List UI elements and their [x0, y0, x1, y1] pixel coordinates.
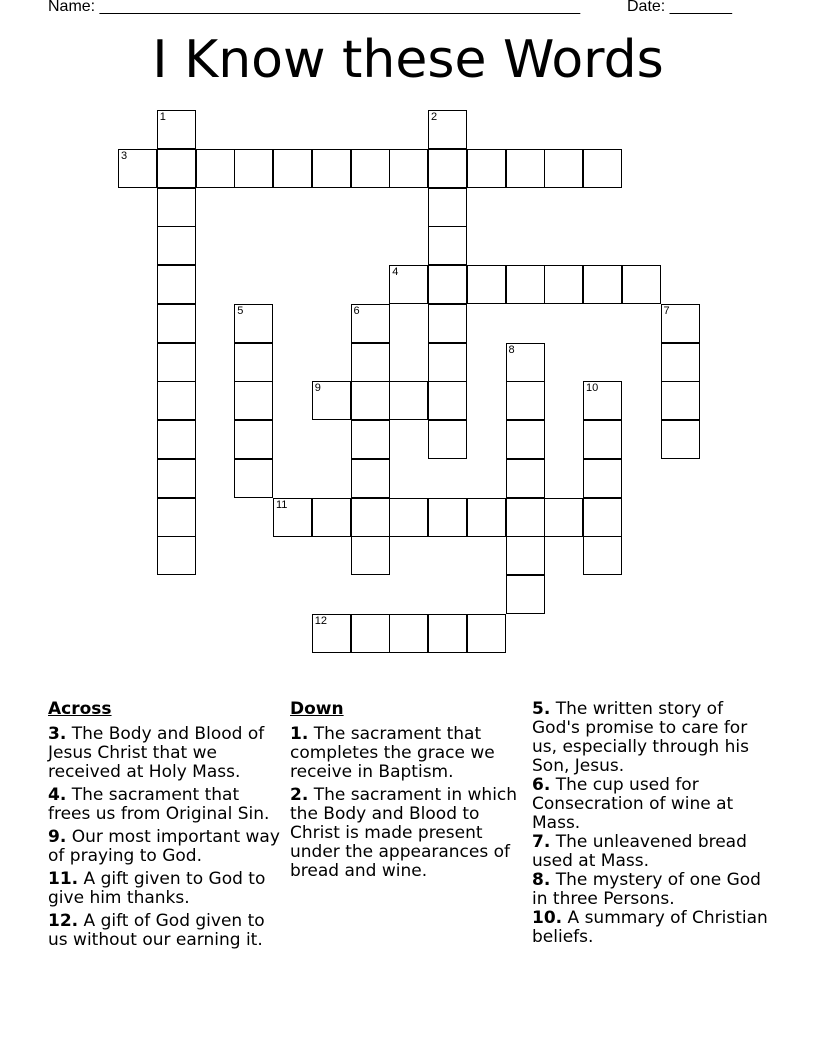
crossword-cell[interactable]	[506, 498, 545, 537]
down-clues-continued	[532, 700, 772, 947]
crossword-cell[interactable]	[389, 149, 428, 188]
down-clues	[290, 700, 522, 885]
crossword-cell[interactable]	[157, 265, 196, 304]
clue-number: 1.	[290, 724, 309, 744]
crossword-cell[interactable]	[661, 343, 700, 382]
clue-text: Our most important way of praying to God.	[48, 827, 280, 866]
crossword-cell[interactable]	[544, 265, 583, 304]
crossword-cell[interactable]	[351, 304, 390, 343]
clue-text: A gift of God given to us without our earning it.	[48, 911, 265, 950]
crossword-cell[interactable]	[428, 304, 467, 343]
crossword-cell[interactable]	[351, 420, 390, 459]
crossword-cell[interactable]	[157, 149, 196, 188]
clue-across-9	[48, 828, 280, 866]
crossword-cell[interactable]	[506, 459, 545, 498]
crossword-cell[interactable]	[428, 110, 467, 149]
crossword-cell[interactable]	[467, 149, 506, 188]
crossword-cell[interactable]	[467, 498, 506, 537]
crossword-cell[interactable]	[273, 498, 312, 537]
clue-text: The Body and Blood of Jesus Christ that we received at Holy Mass.	[48, 724, 265, 782]
crossword-cell[interactable]	[622, 265, 661, 304]
crossword-cell[interactable]	[312, 381, 351, 420]
crossword-cell[interactable]	[273, 149, 312, 188]
across-clues	[48, 700, 280, 954]
clue-down-2	[290, 786, 522, 881]
cell-number: 6	[353, 304, 360, 317]
clue-text: The written story of God's promise to care for us, especially through his Son, Jesus.	[532, 699, 749, 776]
crossword-cell[interactable]	[389, 265, 428, 304]
clue-across-12	[48, 912, 280, 950]
crossword-cell[interactable]	[312, 498, 351, 537]
crossword-cell[interactable]	[157, 459, 196, 498]
down-heading: Down	[290, 699, 344, 719]
cell-number: 2	[431, 111, 438, 123]
cell-number: 10	[586, 382, 599, 395]
clue-down-10	[532, 909, 772, 947]
crossword-cell[interactable]	[157, 343, 196, 382]
crossword-cell[interactable]	[428, 188, 467, 227]
clue-number: 10.	[532, 908, 563, 928]
crossword-cell[interactable]	[583, 149, 622, 188]
crossword-cell[interactable]	[234, 149, 273, 188]
clue-text: A gift given to God to give him thanks.	[48, 869, 266, 908]
crossword-cell[interactable]	[506, 420, 545, 459]
crossword-cell[interactable]	[157, 536, 196, 575]
crossword-cell[interactable]	[157, 110, 196, 149]
crossword-cell[interactable]	[506, 536, 545, 575]
clue-number: 5.	[532, 699, 551, 719]
date-field-label: Date: _______	[627, 0, 732, 15]
crossword-cell[interactable]	[428, 149, 467, 188]
crossword-cell[interactable]	[467, 265, 506, 304]
clue-text: A summary of Christian beliefs.	[532, 908, 768, 947]
crossword-cell[interactable]	[157, 188, 196, 227]
clue-text: The sacrament in which the Body and Blood to Christ is made present under the appearances of bread and wine.	[290, 785, 518, 881]
clue-number: 4.	[48, 785, 67, 805]
crossword-cell[interactable]	[428, 381, 467, 420]
cell-number: 11	[276, 498, 288, 511]
clue-number: 3.	[48, 724, 67, 744]
crossword-cell[interactable]	[428, 226, 467, 265]
clue-number: 12.	[48, 911, 79, 931]
clue-text: The sacrament that frees us from Original Sin.	[48, 785, 270, 824]
clue-text: The sacrament that completes the grace we receive in Baptism.	[290, 724, 495, 782]
crossword-cell[interactable]	[351, 498, 390, 537]
crossword-cell[interactable]	[351, 381, 390, 420]
clue-down-7	[532, 833, 772, 871]
clue-down-6	[532, 776, 772, 833]
crossword-cell[interactable]	[196, 149, 235, 188]
cell-number: 8	[508, 343, 515, 356]
clue-number: 2.	[290, 785, 309, 805]
clue-number: 7.	[532, 832, 551, 852]
clue-number: 6.	[532, 775, 551, 795]
crossword-cell[interactable]	[583, 265, 622, 304]
cell-number: 4	[392, 266, 399, 278]
crossword-cell[interactable]	[389, 381, 428, 420]
crossword-cell[interactable]	[661, 381, 700, 420]
crossword-cell[interactable]	[506, 149, 545, 188]
crossword-cell[interactable]	[428, 343, 467, 382]
crossword-cell[interactable]	[234, 381, 273, 420]
crossword-cell[interactable]	[157, 498, 196, 537]
crossword-cell[interactable]	[389, 498, 428, 537]
crossword-cell[interactable]	[312, 614, 351, 653]
crossword-cell[interactable]	[583, 459, 622, 498]
cell-number: 12	[314, 614, 327, 627]
clue-down-1	[290, 725, 522, 782]
crossword-cell[interactable]	[506, 575, 545, 614]
crossword-cell[interactable]	[351, 614, 390, 653]
crossword-cell[interactable]	[118, 149, 157, 188]
clue-number: 9.	[48, 827, 67, 847]
crossword-cell[interactable]	[661, 420, 700, 459]
clue-number: 8.	[532, 870, 551, 890]
crossword-cell[interactable]	[389, 614, 428, 653]
clue-across-3	[48, 725, 280, 782]
crossword-cell[interactable]	[583, 420, 622, 459]
crossword-cell[interactable]	[661, 304, 700, 343]
cell-number: 9	[314, 382, 321, 395]
clue-text: The cup used for Consecration of wine at Mass.	[532, 775, 734, 833]
crossword-cell[interactable]	[506, 265, 545, 304]
clue-across-11	[48, 870, 280, 908]
clue-text: The mystery of one God in three Persons.	[532, 870, 761, 909]
crossword-cell[interactable]	[234, 459, 273, 498]
cell-number: 3	[121, 149, 128, 162]
crossword-cell[interactable]	[351, 459, 390, 498]
name-field-label: Name: ______________________________________________________	[48, 0, 581, 15]
crossword-cell[interactable]	[157, 304, 196, 343]
crossword-cell[interactable]	[428, 420, 467, 459]
clue-number: 11.	[48, 869, 79, 889]
crossword-cell[interactable]	[583, 498, 622, 537]
crossword-cell[interactable]	[351, 149, 390, 188]
crossword-cell[interactable]	[428, 265, 467, 304]
clue-across-4	[48, 786, 280, 824]
clue-text: The unleavened bread used at Mass.	[532, 832, 747, 871]
crossword-cell[interactable]	[234, 343, 273, 382]
crossword-cell[interactable]	[351, 343, 390, 382]
crossword-cell[interactable]	[428, 614, 467, 653]
crossword-cell[interactable]	[506, 343, 545, 382]
crossword-cell[interactable]	[544, 498, 583, 537]
crossword-cell[interactable]	[583, 536, 622, 575]
crossword-cell[interactable]	[467, 614, 506, 653]
crossword-cell[interactable]	[312, 149, 351, 188]
page-title: I Know these Words	[152, 30, 664, 90]
crossword-cell[interactable]	[506, 381, 545, 420]
crossword-cell[interactable]	[157, 226, 196, 265]
crossword-cell[interactable]	[583, 381, 622, 420]
crossword-cell[interactable]	[157, 381, 196, 420]
crossword-cell[interactable]	[234, 304, 273, 343]
clue-down-8	[532, 871, 772, 909]
crossword-cell[interactable]	[544, 149, 583, 188]
clue-down-5	[532, 700, 772, 776]
crossword-cell[interactable]	[234, 420, 273, 459]
cell-number: 7	[663, 304, 670, 317]
crossword-cell[interactable]	[157, 420, 196, 459]
crossword-cell[interactable]	[428, 498, 467, 537]
cell-number: 5	[237, 304, 244, 317]
cell-number: 1	[159, 111, 166, 123]
crossword-cell[interactable]	[351, 536, 390, 575]
across-heading: Across	[48, 699, 112, 719]
